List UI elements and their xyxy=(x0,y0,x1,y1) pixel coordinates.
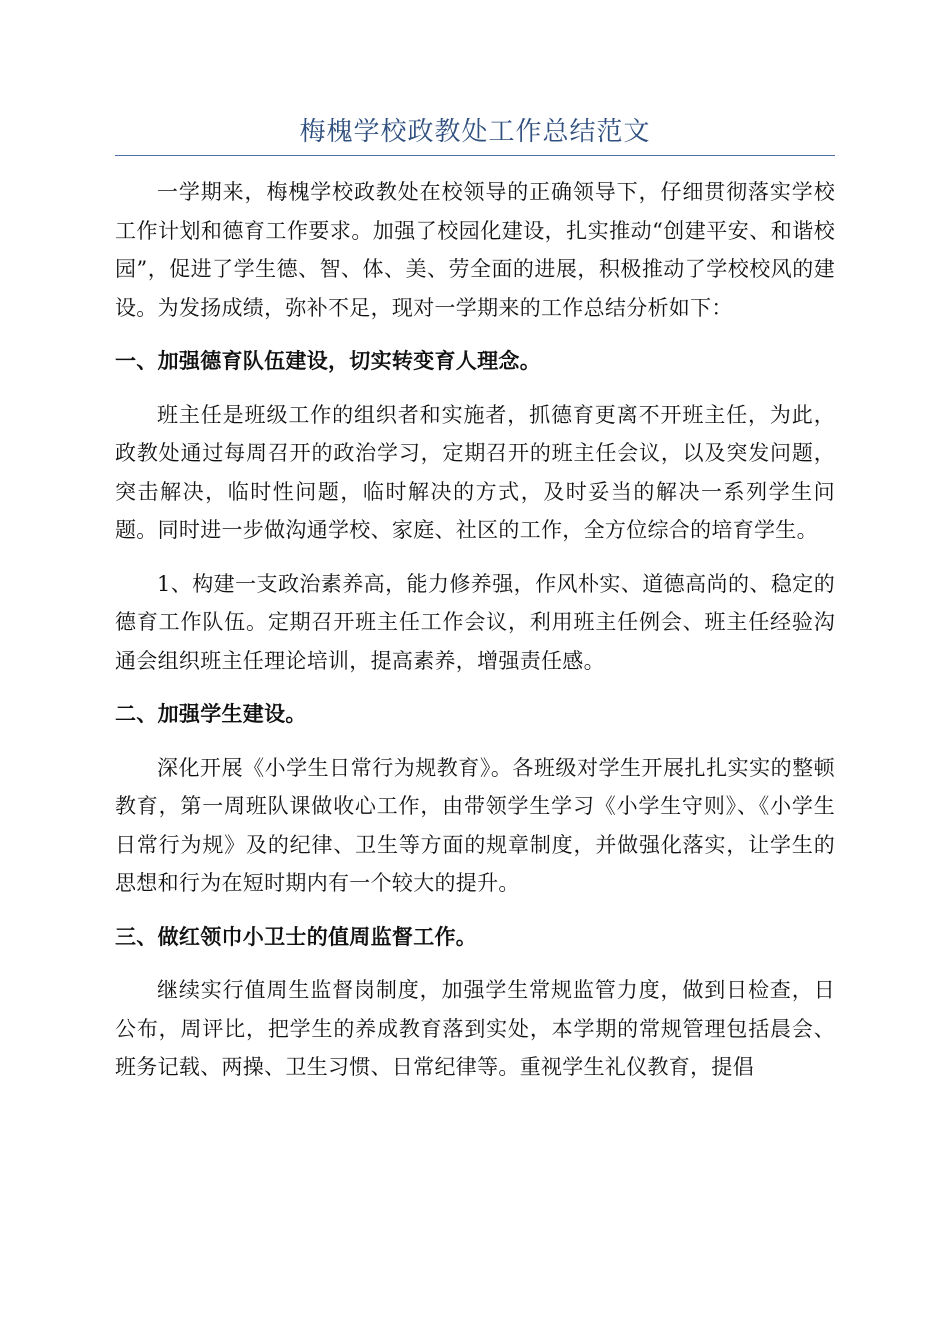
section-3-paragraph: 继续实行值周生监督岗制度，加强学生常规监管力度，做到日检查，日公布，周评比，把学生的养成教育落到实处，本学期的常规管理包括晨会、班务记载、两操、卫生习惯、日常纪律等。重视学生礼仪教育，提倡 xyxy=(115,978,835,1079)
section-heading-3: 三、做红领巾小卫士的值周监督工作。 xyxy=(115,923,478,949)
title-underline xyxy=(115,155,835,156)
section-1-paragraph: 班主任是班级工作的组织者和实施者，抓德育更离不开班主任，为此，政教处通过每周召开的政治学习，定期召开的班主任会议，以及突发问题，突击解决，临时性问题，临时解决的方式，及时妥当的解决一系列学生问题。同时进一步做沟通学校、家庭、社区的工作，全方位综合的培育学生。 xyxy=(115,402,835,542)
intro-paragraph: 一学期来，梅槐学校政教处在校领导的正确领导下，仔细贯彻落实学校工作计划和德育工作要求。加强了校园化建设，扎实推动“创建平安、和谐校园”，促进了学生德、智、体、美、劳全面的进展，积极推动了学校校风的建设。为发扬成绩，弥补不足，现对一学期来的工作总结分析如下： xyxy=(115,180,835,320)
section-1-item-1: 1、构建一支政治素养高，能力修养强，作风朴实、道德高尚的、稳定的德育工作队伍。定期召开班主任工作会议，利用班主任例会、班主任经验沟通会组织班主任理论培训，提高素养，增强责任感。 xyxy=(115,571,835,673)
section-heading-2: 二、加强学生建设。 xyxy=(115,701,307,726)
section-2-paragraph: 深化开展《小学生日常行为规教育》。各班级对学生开展扎扎实实的整顿教育，第一周班队课做收心工作，由带领学生学习《小学生守则》、《小学生日常行为规》及的纪律、卫生等方面的规章制度，并做强化落实，让学生的思想和行为在短时期内有一个较大的提升。 xyxy=(115,755,835,895)
section-heading-1: 一、加强德育队伍建设，切实转变育人理念。 xyxy=(115,348,541,373)
document-title: 梅槐学校政教处工作总结范文 xyxy=(299,117,651,147)
document-body xyxy=(115,173,835,1102)
